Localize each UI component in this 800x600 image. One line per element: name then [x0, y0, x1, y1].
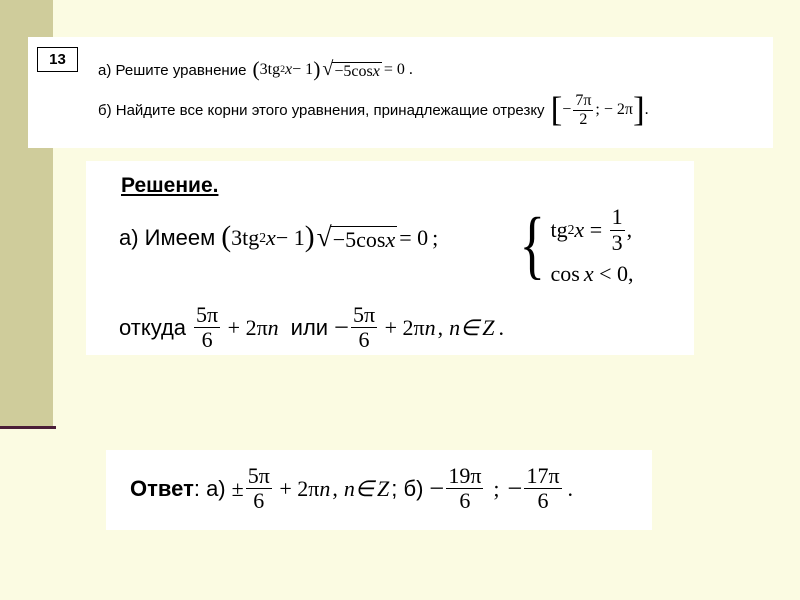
problem-number: 13 — [37, 47, 78, 72]
fraction-19pi-6: $\frac{19\pi}{6}$ — [448, 463, 482, 514]
solution-panel — [86, 161, 694, 355]
solution-line-c: откуда $\frac{5\pi}{6}$ + 2π n или − $\frac{5\pi}{6}$ + 2π n , n∈ Z . — [119, 302, 505, 353]
solution-equation: ( 3tg 2 x − 1 ) √ −5cosx = 0 ; — [221, 221, 439, 253]
sidebar-divider — [0, 426, 56, 429]
sqrt-expression: √ −5cosx — [316, 221, 396, 253]
system-line-1: tg 2 x = $\frac{1}{3}$ , — [550, 204, 633, 255]
part-a-label: а) Решите уравнение — [98, 61, 247, 79]
problem-part-a — [98, 59, 413, 81]
answer-label: Ответ — [130, 475, 194, 501]
solution-title: Решение. — [121, 174, 219, 197]
fraction-5pi-6: $\frac{5\pi}{6}$ — [196, 302, 219, 353]
fraction-5pi-6: $\frac{5\pi}{6}$ — [247, 463, 270, 514]
part-a-equation: ( 3tg 2 x − 1 ) √ −5cosx = 0 . — [252, 57, 413, 82]
part-b-label: б) Найдите все корни этого уравнения, принадлежащие отрезку — [98, 101, 545, 119]
fraction-17pi-6: $\frac{17\pi}{6}$ — [526, 463, 560, 514]
system-line-2: cos x < 0, — [550, 261, 634, 286]
solution-line-a: а) Имеем ( 3tg 2 x − 1 ) √ −5cosx = 0 ; — [119, 221, 439, 253]
system-brace: { — [519, 203, 546, 287]
sqrt-expression: √ −5cosx — [322, 58, 380, 80]
fraction-7pi-2: $\frac{7\pi}{2}$ — [575, 92, 592, 128]
problem-panel — [28, 37, 773, 148]
equation-system — [514, 201, 634, 289]
answer-panel — [106, 450, 652, 530]
fraction-1-3: $\frac{1}{3}$ — [611, 204, 623, 255]
answer-line: Ответ : а) ± $\frac{5\pi}{6}$ + 2π n , n∈ Z ; б) − $\frac{19\pi}{6}$ ; − $\frac{17\pi}{6}$ . — [130, 463, 574, 514]
problem-part-b — [98, 92, 649, 128]
interval: [ − $\frac{7\pi}{2}$ ; − 2π ] . — [550, 90, 649, 130]
fraction-5pi-6: $\frac{5\pi}{6}$ — [352, 302, 376, 353]
